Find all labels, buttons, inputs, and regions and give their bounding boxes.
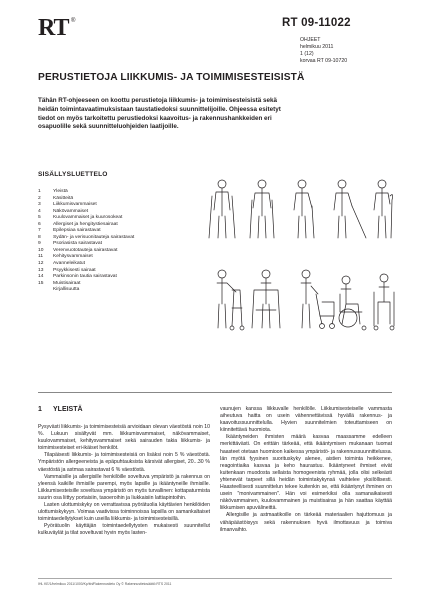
section-1-heading: 1 YLEISTÄ: [38, 406, 83, 413]
body-paragraph: Allergisille ja astmaatikoille on tärkeää materiaalien hajuttomuus ja vähäpäästöisyys sekä rakennuksen hyvä ilmottavuus ja toimiva ilmanvaihto.: [220, 512, 392, 533]
svg-text:RT: RT: [38, 15, 69, 38]
toc-item: 12 Avanneleikatut: [38, 261, 85, 267]
page-footer: IHL KE/1/helmikuu 2011/1000/Kp/ttri/Rakennustieto Oy © Rakennustietosäätiö RTS 2011: [38, 582, 172, 586]
section-divider: [38, 392, 392, 393]
page-title: PERUSTIETOJA LIIKKUMIS- JA TOIMIMISESTEISISTÄ: [38, 72, 305, 83]
footer-divider: [38, 578, 392, 579]
body-paragraph: vaunujen kanssa liikkuvalle henkilölle. Liikkumisesteiselle vammasta aiheutuva haitta on usein vähennettävissä hyvällä rakennus- ja kaavoitussuunnittelulla. Hyvien suunnitelmien toteuttamiseen on kiinnitettävä huomiota.: [220, 406, 392, 434]
toc-item: 1 Yleistä: [38, 189, 68, 194]
body-paragraph: Pyörätuolin käyttäjän toimintaedellytysten mukaisesti suunnitellut kulkuväylät ja tilat soveltuvat hyvin myös lasten-: [38, 523, 210, 537]
meta-pages: 1 (12): [300, 51, 314, 57]
rt-logo: [38, 14, 80, 38]
toc-item: 15 Muistisairaat: [38, 280, 81, 286]
toc-item: 11 Kehitysvammaiset: [38, 254, 93, 260]
person-with-white-cane-figure: [334, 180, 366, 238]
body-paragraph: Tilapäisesti liikkumis- ja toimimisesteisiä on lisäksi noin 5 % väestöstä. Ympäristön allergeeneista ja epäpuhtauksista kärsivät allergiset, 20...30 % väestöstä ja astmaa sairastavat 6 % väestöstä.: [38, 452, 210, 473]
toc-item: 8 Sydän- ja verisuonitauteja sairastavat: [38, 234, 135, 240]
body-column-right: [220, 406, 392, 534]
svg-text:®: ®: [71, 18, 76, 24]
person-with-cane-figure: [294, 180, 314, 238]
toc-item: 7 Epilepsiaa sairastavat: [38, 228, 101, 234]
person-with-forearm-crutches-figure: [250, 180, 274, 238]
person-with-rollator-figure: [217, 270, 244, 330]
document-code: RT 09-11022: [282, 17, 351, 29]
mobility-aids-illustration: [206, 176, 396, 336]
toc-item: Kirjallisuutta: [53, 287, 80, 293]
toc-item: 5 Kuulovammaiset ja kuurosokeat: [38, 215, 123, 221]
meta-date: helmikuu 2011: [300, 44, 334, 50]
document-meta: [300, 37, 347, 65]
toc-item: 13 Psyykkisesti sairaat: [38, 267, 96, 273]
body-paragraph: Lasten ulottumiskyky on verrattavissa pyörätuolia käyttävien henkilöiden ulottumiskykyyn. Voimaa vaativissa toiminnoissa lapsilla on samankaltaiset toimintaedellytykset kuin useilla liikkumis- ja toimimisesteisillä.: [38, 502, 210, 523]
body-column-left: [38, 424, 210, 538]
person-with-walking-stick-figure: [374, 180, 393, 238]
toc-item: 14 Parkinsonin tautia sairastavat: [38, 274, 117, 280]
toc-item: 9 Psoriasista sairastavat: [38, 241, 102, 247]
person-with-walker-figure: [252, 270, 280, 328]
toc-item: 4 Näkövammaiset: [38, 208, 89, 214]
toc-item: 6 Allergiset ja hengitystiesairaat: [38, 221, 118, 227]
toc-item: 10 Verenvuototauteja sairastavat: [38, 247, 118, 253]
lead-paragraph: Tähän RT-ohjeeseen on koottu perustietoja liikkumis- ja toimimisesteisistä sekä heidän toimintavaatimuksistaan taustatiedoksi suunnittelijoille. Ohjeessa esitetyt tiedot on myös tarkoitettu perustiedoksi kaavoitus- ja rakennushankkeiden eri osapuolille sekä suunnitteluohjeiden laatijoille.: [38, 97, 281, 131]
person-with-stroller-figure: [301, 270, 335, 329]
body-paragraph: Vammaisille ja allergisille henkilöille soveltuva ympäristö ja rakennus on yleensä kaikille ihmisille parempi, myös lapsille ja ikääntyneille ihmisille. Liikkumisesteisille soveltuva ympäristö on myös turvallinen: kottapaturmista suurin osa liittyy portaisiin, tasoeroihin ja liukkaisiin lattiapintoihin.: [38, 473, 210, 501]
toc-item: 2 Käsitteitä: [38, 195, 74, 201]
meta-replaces: korvaa RT 09-10720: [300, 58, 348, 64]
meta-type: OHJEET: [300, 37, 321, 43]
body-paragraph: Ikääntyneiden ihmisten määrä kasvaa maassamme edelleen merkittävästi. On erittäin tärkeää, että ikääntymisen mukanaan tuomat haasteet otetaan huomioon kaikessa ympäristö- ja rakennussuunnittelussa. Iän myötä fyysinen suorituskyky alenee, aistien toiminta heikkenee, reagointiaika kasvaa ja keho haurastuu. Ikääntyneet ihmiset eivät kuitenkaan muodosta sellaista homogeenista ryhmää, jolla olisi selkeästi yhtenevät tarpeet sillä heidän toimintakykynsä vaihtelee yksilöllisesti. Haasteellisesti suunnittelun tekee kuitenkin se, että ikääntynyt ihminen on usein "monivammainen". Hän voi esimerkiksi olla samanaikaisesti näkövammainen, kuulovammainen ja muistisairas ja hän saattaa käyttää liikkumisen apuvälineittä.: [220, 434, 392, 512]
person-with-crutches-figure: [209, 180, 235, 238]
toc-item: 3 Liikkumisvammaiset: [38, 202, 97, 208]
person-in-wheelchair-side-figure: [374, 274, 394, 330]
table-of-contents: [38, 189, 134, 294]
body-paragraph: Pysyvästi liikkumis- ja toimimisesteisiä arvioidaan olevan väestöstä noin 10 %. Lukuun sisältyvät mm. liikkumisvammaiset, näkövammaiset, kuulovammaiset, kehitysvammaiset sekä sairauden takia liikkumis- ja toimimisesteiset eri-ikäiset henkilöt.: [38, 424, 210, 452]
person-in-wheelchair-figure: [339, 276, 366, 330]
toc-heading: SISÄLLYSLUETTELO: [38, 171, 108, 178]
